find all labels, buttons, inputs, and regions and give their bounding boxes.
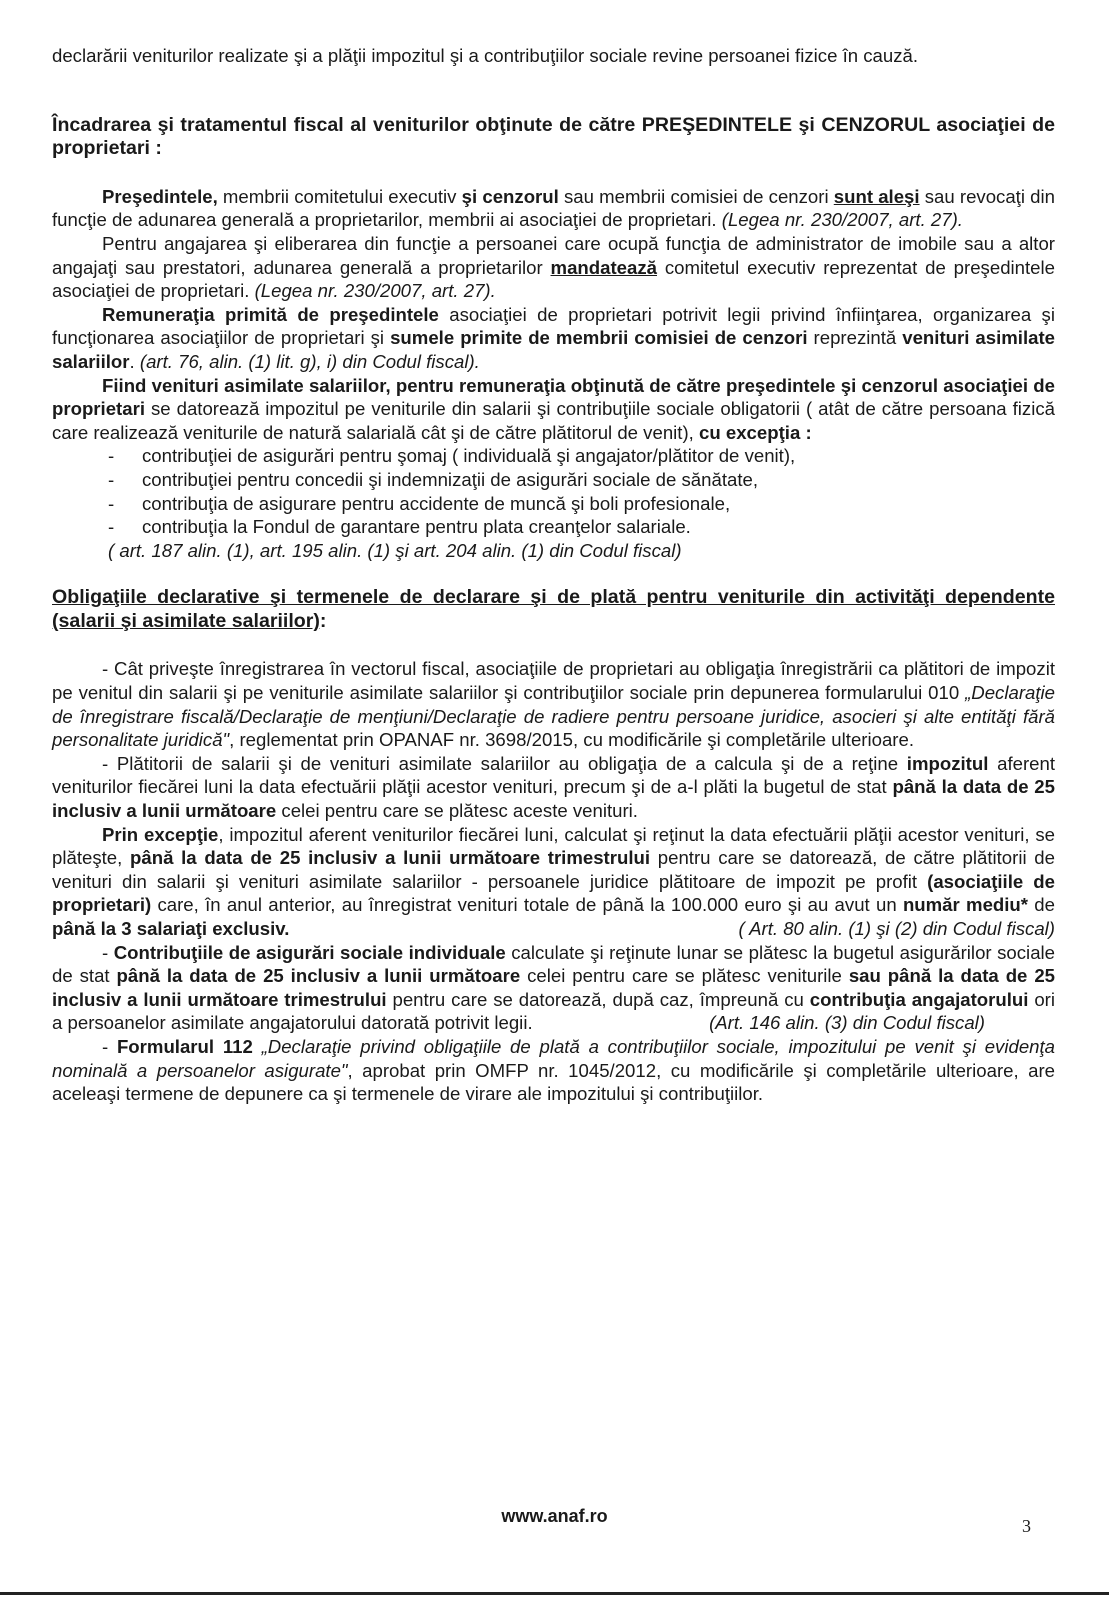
paragraph-administrator-hiring: Pentru angajarea şi eliberarea din funcţie a persoanei care ocupă funcţia de administrator de imobile sau a altor angajaţi sau prestatori, adunarea generală a proprietarilor mandatează comitetul executiv reprezentat de preşedintele asociaţiei de proprietari. (Legea nr. 230/2007, art. 27). <box>52 232 1055 302</box>
section-heading-president-censor: Încadrarea şi tratamentul fiscal al veniturilor obţinute de către PREŞEDINTELE şi CENZORUL asociaţiei de proprietari : <box>52 113 1055 160</box>
page-bottom-rule <box>0 1592 1109 1595</box>
spacer <box>52 633 1055 657</box>
legal-reference: ( Art. 80 alin. (1) şi (2) din Codul fiscal) <box>738 918 1055 939</box>
section-heading-declarative-obligations: Obligaţiile declarative şi termenele de declarare şi de plată pentru veniturile din activităţi dependente (salarii şi asimilate salariilor): <box>52 586 1055 632</box>
spacer <box>52 68 1055 114</box>
paragraph-elected-officers: Preşedintele, membrii comitetului executiv şi cenzorul sau membrii comisiei de cenzori sunt aleşi sau revocaţi din funcţie de adunarea generală a proprietarilor, membrii ai asociaţiei de proprietari. (Legea nr. 230/2007, art. 27). <box>52 185 1055 231</box>
exceptions-list <box>52 444 1055 538</box>
page-number: 3 <box>1022 1516 1031 1536</box>
paragraph-quarterly-exception: Prin excepţie, impozitul aferent veniturilor fiecărei luni, calculat şi reţinut la data efectuării plăţii acestor venituri, se plăteşte, până la data de 25 inclusiv a lunii următoare trimestrului pentru care se datorează, de către plătitorii de venituri din salarii şi venituri asimilate salariilor - persoanele juridice plătitoare de impozit pe profit (asociaţiile de proprietari) care, în anul anterior, au înregistrat venituri totale de până la 100.000 euro şi au avut un număr mediu* de până la 3 salariaţi exclusiv. ( Art. 80 alin. (1) şi (2) din Codul fiscal) <box>52 823 1055 939</box>
spacer <box>52 161 1055 185</box>
list-item: - contribuţiei pentru concedii şi indemnizaţii de asigurări sociale de sănătate, <box>108 468 1055 492</box>
paragraph-fiscal-registration: - Cât priveşte înregistrarea în vectorul fiscal, asociaţiile de proprietari au obligaţia înregistrării ca plătitori de impozit pe venitul din salarii şi pe veniturile asimilate salariilor şi contribuţiilor sociale prin depunerea formularului 010 „Declaraţie de înregistrare fiscală/Declaraţie de menţiuni/Declaraţie de radiere pentru persoane juridice, asocieri şi alte entităţi fără personalitate juridică", reglementat prin OPANAF nr. 3698/2015, cu modificările şi completările ulterioare. <box>52 658 1055 751</box>
legal-reference: (Art. 146 alin. (3) din Codul fiscal) <box>709 1012 985 1034</box>
exceptions-legal-reference: ( art. 187 alin. (1), art. 195 alin. (1) şi art. 204 alin. (1) din Codul fiscal) <box>108 539 682 561</box>
list-item: - contribuţia la Fondul de garantare pentru plata creanţelor salariale. <box>108 515 1055 539</box>
paragraph-remuneration: Remuneraţia primită de preşedintele asociaţiei de proprietari potrivit legii privind înfiinţarea, organizarea şi funcţionarea asociaţiilor de proprietari şi sumele primite de membrii comisiei de cenzori reprezintă venituri asimilate salariilor. (art. 76, alin. (1) lit. g), i) din Codul fiscal). <box>52 303 1055 372</box>
spacer <box>52 562 1055 586</box>
intro-paragraph: declarării veniturilor realizate şi a plăţii impozitul şi a contribuţiilor sociale revine persoanei fizice în cauză. <box>52 45 919 66</box>
paragraph-social-contributions: - Contribuţiile de asigurări sociale individuale calculate şi reţinute lunar se plătesc la bugetul asigurărilor sociale de stat până la data de 25 inclusiv a lunii următoare celei pentru care se plătesc veniturile sau până la data de 25 inclusiv a lunii următoare trimestrului pentru care se datorează, după caz, împreună cu contribuţia angajatorului ori a persoanelor asimilate angajatorului datorată potrivit legii. (Art. 146 alin. (3) din Codul fiscal) <box>52 941 1056 1034</box>
paragraph-form-112: - Formularul 112 „Declaraţie privind obligaţiile de plată a contribuţiilor sociale, impozitului pe venit şi evidenţa nominală a persoanelor asigurate", aprobat prin OMFP nr. 1045/2012, cu modificările şi completările ulterioare, are aceleaşi termene de depunere ca şi termenele de virare ale impozitului şi contribuţiilor. <box>52 1035 1056 1105</box>
list-item: - contribuţiei de asigurări pentru şomaj ( individuală şi angajator/plătitor de venit), <box>108 444 1055 468</box>
document-body <box>52 44 1055 1106</box>
paragraph-tax-withholding: - Plătitorii de salarii şi de venituri asimilate salariilor au obligaţia de a calcula şi de a reţine impozitul aferent veniturilor fiecărei luni la data efectuării plăţii acestor venituri, precum şi de a-l plăti la bugetul de stat până la data de 25 inclusiv a lunii următoare celei pentru care se plătesc aceste venituri. <box>52 752 1055 822</box>
list-item: - contribuţia de asigurare pentru accidente de muncă şi boli profesionale, <box>108 492 1055 516</box>
paragraph-assimilated-income: Fiind venituri asimilate salariilor, pentru remuneraţia obţinută de către preşedintele şi cenzorul asociaţiei de proprietari se datorează impozitul pe veniturile din salarii şi contribuţiile sociale obligatorii ( atât de către persoana fizică care realizează veniturile de natură salarială cât şi de către plătitorul de venit), cu excepţia : <box>52 374 1055 443</box>
footer-website[interactable]: www.anaf.ro <box>501 1506 608 1526</box>
